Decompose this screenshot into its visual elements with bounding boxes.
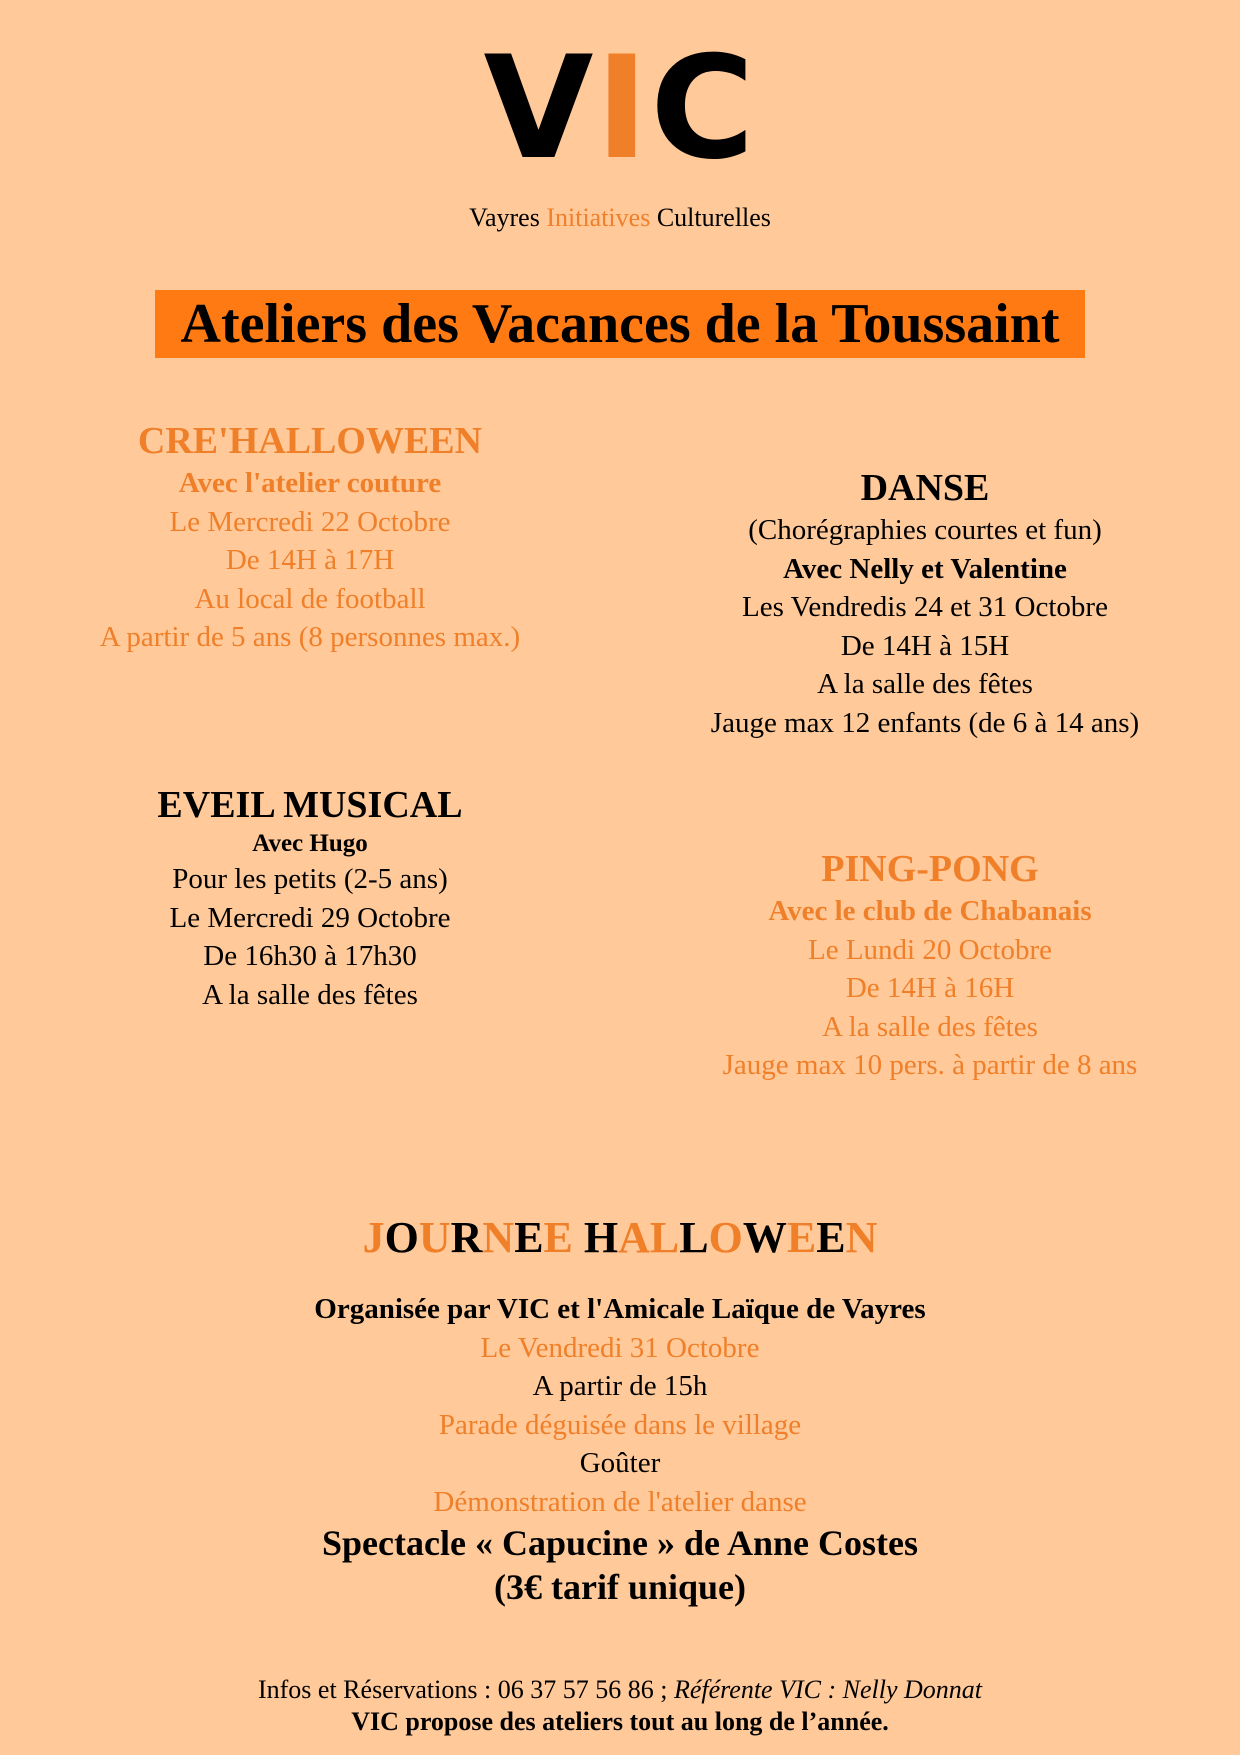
journee-organizer: Organisée par VIC et l'Amicale Laïque de Vayres bbox=[314, 1293, 926, 1325]
logo-letter-v: V bbox=[483, 26, 596, 191]
journee-title-letter: E bbox=[543, 1213, 573, 1262]
danse-title: DANSE bbox=[860, 467, 990, 509]
tagline bbox=[0, 203, 1240, 233]
journee-title-letter: E bbox=[514, 1213, 544, 1262]
journee-title-letter: A bbox=[618, 1213, 650, 1262]
journee-title-letter: H bbox=[583, 1213, 619, 1262]
journee-title-letter: E bbox=[816, 1213, 846, 1262]
journee-title-letter: W bbox=[742, 1213, 787, 1262]
journee-title-space bbox=[573, 1213, 584, 1262]
footer-referent: Référente VIC : Nelly Donnat bbox=[673, 1675, 982, 1704]
journee-section bbox=[0, 1290, 1240, 1609]
footer-info: Infos et Réservations : 06 37 57 56 86 ; bbox=[257, 1675, 668, 1704]
crehalloween-place: Au local de football bbox=[194, 582, 426, 615]
journee-parade: Parade déguisée dans le village bbox=[438, 1408, 802, 1441]
journee-date: Le Vendredi 31 Octobre bbox=[480, 1331, 760, 1364]
tagline-word-culturelles: Culturelles bbox=[656, 203, 771, 232]
journee-demo: Démonstration de l'atelier danse bbox=[433, 1485, 807, 1518]
pingpong-place: A la salle des fêtes bbox=[822, 1010, 1038, 1043]
eveil-section bbox=[40, 782, 580, 1014]
crehalloween-title: CRE'HALLOWEEN bbox=[137, 420, 483, 462]
journee-snack: Goûter bbox=[579, 1447, 661, 1479]
pingpong-time: De 14H à 16H bbox=[845, 972, 1015, 1004]
footer-note: VIC propose des ateliers tout au long de l’année. bbox=[351, 1707, 889, 1736]
pingpong-date: Le Lundi 20 Octobre bbox=[807, 933, 1052, 966]
tagline-word-vayres: Vayres bbox=[469, 203, 540, 232]
pingpong-title: PING-PONG bbox=[821, 848, 1039, 890]
danse-time: De 14H à 15H bbox=[840, 629, 1010, 662]
pingpong-subtitle: Avec le club de Chabanais bbox=[768, 895, 1092, 927]
danse-section bbox=[660, 465, 1190, 742]
pingpong-section bbox=[660, 846, 1200, 1085]
crehalloween-audience: A partir de 5 ans (8 personnes max.) bbox=[99, 621, 521, 653]
tagline-word-initiatives: Initiatives bbox=[546, 203, 651, 232]
journee-title-letter: N bbox=[482, 1213, 515, 1262]
danse-description: (Chorégraphies courtes et fun) bbox=[748, 514, 1102, 546]
eveil-date: Le Mercredi 29 Octobre bbox=[169, 901, 451, 934]
journee-show: Spectacle « Capucine » de Anne Costes bbox=[322, 1523, 918, 1563]
logo-letter-i: I bbox=[595, 26, 651, 191]
eveil-title: EVEIL MUSICAL bbox=[157, 784, 463, 826]
journee-title-letter: O bbox=[384, 1213, 419, 1262]
journee-price: (3€ tarif unique) bbox=[494, 1567, 746, 1607]
crehalloween-time: De 14H à 17H bbox=[225, 544, 395, 576]
page-title-banner: Ateliers des Vacances de la Toussaint bbox=[155, 290, 1085, 358]
footer-contact-line bbox=[0, 1674, 1240, 1706]
eveil-audience: Pour les petits (2-5 ans) bbox=[172, 863, 448, 895]
journee-title-letter: O bbox=[708, 1213, 743, 1262]
danse-place: A la salle des fêtes bbox=[817, 668, 1033, 700]
journee-title-letter: U bbox=[418, 1213, 451, 1262]
journee-title bbox=[0, 1212, 1240, 1264]
journee-title-letter: E bbox=[786, 1213, 817, 1262]
logo-letter-c: C bbox=[650, 26, 757, 191]
pingpong-audience: Jauge max 10 pers. à partir de 8 ans bbox=[722, 1049, 1138, 1081]
journee-title-letter: L bbox=[649, 1213, 680, 1262]
journee-title-letter: R bbox=[450, 1213, 483, 1262]
journee-start: A partir de 15h bbox=[532, 1370, 708, 1402]
journee-title-letter: L bbox=[679, 1213, 709, 1262]
danse-audience: Jauge max 12 enfants (de 6 à 14 ans) bbox=[710, 706, 1140, 739]
eveil-time: De 16h30 à 17h30 bbox=[203, 940, 417, 972]
vic-logo bbox=[0, 26, 1240, 191]
eveil-subtitle: Avec Hugo bbox=[252, 830, 368, 857]
journee-title-letter: J bbox=[362, 1213, 385, 1262]
crehalloween-date: Le Mercredi 22 Octobre bbox=[169, 505, 451, 538]
crehalloween-section bbox=[40, 418, 580, 657]
danse-date: Les Vendredis 24 et 31 Octobre bbox=[742, 591, 1108, 623]
journee-title-letter: N bbox=[845, 1213, 878, 1262]
eveil-place: A la salle des fêtes bbox=[202, 978, 418, 1011]
crehalloween-subtitle: Avec l'atelier couture bbox=[178, 467, 442, 499]
footer bbox=[0, 1674, 1240, 1738]
danse-subtitle: Avec Nelly et Valentine bbox=[783, 552, 1067, 585]
